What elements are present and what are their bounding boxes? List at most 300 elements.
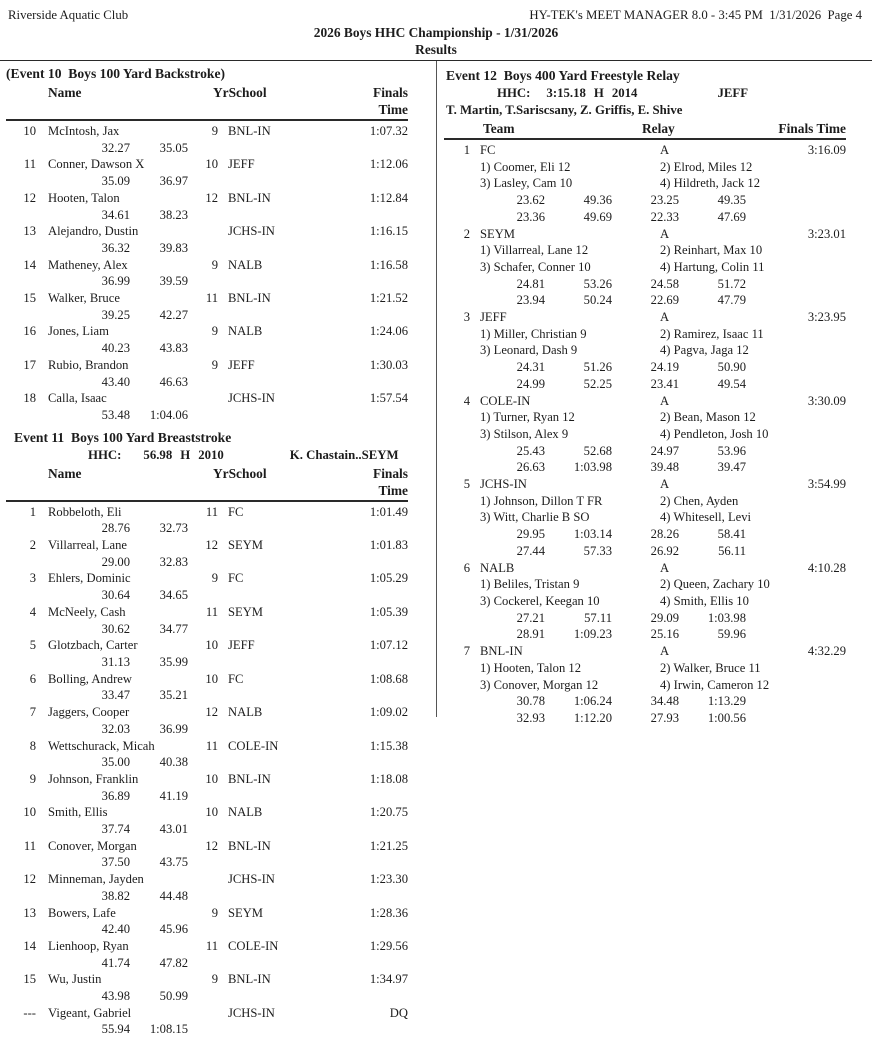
relay-result-row	[444, 226, 846, 310]
split-time: 39.59	[159, 274, 188, 289]
splits-line	[6, 854, 408, 871]
place: 4	[463, 393, 470, 408]
swimmer-name: Conner, Dawson X	[48, 157, 145, 172]
school: NALB	[228, 705, 263, 720]
result-main-line	[6, 156, 408, 173]
split-time: 49.35	[717, 193, 746, 208]
split-time: 30.78	[516, 694, 545, 709]
split-time: 57.33	[583, 543, 612, 558]
split-time: 36.32	[101, 240, 130, 255]
result-main-line	[6, 771, 408, 788]
split-time: 39.47	[717, 460, 746, 475]
place: 8	[29, 738, 36, 753]
place: 12	[23, 872, 36, 887]
finals-time: 1:30.03	[369, 357, 408, 372]
column-header-team: Team	[483, 121, 515, 136]
relay-swimmer: 1) Villarreal, Lane 12	[480, 243, 589, 258]
event-11-title: Event 11 Boys 100 Yard Breaststroke	[14, 429, 232, 445]
split-time: 43.83	[159, 341, 188, 356]
relay-swimmer: 4) Smith, Ellis 10	[660, 593, 749, 608]
finals-time: 1:07.12	[369, 638, 408, 653]
year: 10	[205, 671, 218, 686]
school: NALB	[228, 324, 263, 339]
place: 6	[29, 671, 36, 686]
split-time: 31.13	[101, 654, 130, 669]
year: 9	[211, 124, 218, 138]
place: 9	[29, 771, 36, 786]
place: 2	[463, 226, 470, 241]
place: 18	[23, 391, 36, 406]
relay-splits-line	[444, 443, 846, 460]
split-time: 26.63	[516, 460, 545, 475]
relay-swimmers-line	[444, 593, 846, 610]
splits-line	[6, 340, 408, 357]
relay-swimmers-line	[444, 660, 846, 677]
relay-swimmers-line	[444, 493, 846, 510]
relay-swimmer: 4) Irwin, Cameron 12	[660, 677, 770, 692]
result-row	[6, 1005, 408, 1038]
relay-swimmers-line	[444, 159, 846, 176]
result-main-line	[6, 323, 408, 340]
split-time: 1:06.24	[573, 694, 612, 709]
relay-swimmer: 1) Hooten, Talon 12	[480, 660, 582, 675]
swimmer-name: Lienhoop, Ryan	[48, 938, 129, 953]
finals-time: 1:08.68	[369, 671, 408, 686]
relay-swimmer: 3) Witt, Charlie B SO	[480, 510, 590, 525]
team-name: FC	[480, 143, 496, 157]
finals-time: 1:12.06	[369, 157, 408, 172]
split-time: 35.21	[159, 688, 188, 703]
school: JCHS-IN	[228, 872, 275, 887]
swimmer-name: Wu, Justin	[48, 972, 102, 987]
year: 10	[205, 771, 218, 786]
split-time: 29.95	[516, 527, 545, 542]
relay-swimmer: 4) Hildreth, Jack 12	[660, 176, 761, 191]
swimmer-name: Robbeloth, Eli	[48, 504, 122, 519]
split-time: 28.26	[650, 527, 679, 542]
split-time: 23.25	[650, 193, 679, 208]
splits-line	[6, 721, 408, 738]
event-11-column-headers	[6, 465, 408, 502]
split-time: 41.74	[101, 955, 130, 970]
split-time: 29.00	[101, 554, 130, 569]
finals-time: 1:09.02	[369, 705, 408, 720]
finals-time: 1:23.30	[369, 872, 408, 887]
place: 1	[29, 504, 36, 519]
year: 10	[205, 157, 218, 172]
swimmer-name: McNeely, Cash	[48, 604, 126, 619]
event-12-results	[444, 142, 846, 727]
result-main-line	[6, 671, 408, 688]
split-time: 38.23	[159, 207, 188, 222]
result-row	[6, 257, 408, 290]
split-time: 36.99	[159, 721, 188, 736]
split-time: 36.99	[101, 274, 130, 289]
year: 10	[205, 805, 218, 820]
swimmer-name: Walker, Bruce	[48, 291, 120, 306]
school: JEFF	[228, 157, 255, 172]
result-row	[6, 156, 408, 189]
split-time: 59.96	[717, 627, 746, 642]
relay-splits-line	[444, 192, 846, 209]
result-row	[6, 537, 408, 570]
column-header-yrschool: YrSchool	[213, 85, 267, 100]
split-time: 39.83	[159, 240, 188, 255]
splits-line	[6, 407, 408, 424]
split-time: 47.79	[717, 293, 746, 308]
finals-time: 3:16.09	[807, 143, 846, 157]
record-flag: H	[593, 86, 604, 100]
split-time: 33.47	[101, 688, 130, 703]
split-time: 1:12.20	[573, 710, 612, 725]
split-time: 32.93	[516, 710, 545, 725]
relay-splits-line	[444, 292, 846, 309]
split-time: 49.69	[583, 209, 612, 224]
team-name: JCHS-IN	[480, 477, 527, 492]
relay-splits-line	[444, 710, 846, 727]
right-column	[436, 61, 872, 1038]
split-time: 29.09	[650, 610, 679, 625]
finals-time: 1:20.75	[369, 805, 408, 820]
split-time: 22.33	[650, 209, 679, 224]
record-holder: JEFF	[717, 86, 749, 100]
result-main-line	[6, 537, 408, 554]
finals-time: 1:21.52	[369, 291, 408, 306]
swimmer-name: Jaggers, Cooper	[48, 705, 130, 720]
place: 15	[23, 291, 36, 306]
swimmer-name: Vigeant, Gabriel	[48, 1005, 132, 1020]
result-main-line	[6, 971, 408, 988]
split-time: 36.97	[159, 174, 188, 189]
split-time: 24.99	[516, 376, 545, 391]
split-time: 35.05	[159, 140, 188, 155]
split-time: 39.48	[650, 460, 679, 475]
team-name: BNL-IN	[480, 644, 523, 659]
relay-letter: A	[660, 310, 670, 325]
finals-time: 4:10.28	[807, 560, 846, 575]
results-columns	[0, 61, 872, 1038]
year: 9	[211, 571, 218, 586]
splits-line	[6, 988, 408, 1005]
result-row	[6, 570, 408, 603]
swimmer-name: McIntosh, Jax	[48, 124, 120, 138]
swimmer-name: Conover, Morgan	[48, 838, 137, 853]
result-main-line	[6, 938, 408, 955]
split-time: 28.91	[516, 627, 545, 642]
split-time: 47.69	[717, 209, 746, 224]
school: SEYM	[228, 538, 263, 553]
split-time: 22.69	[650, 293, 679, 308]
finals-time: 1:21.25	[369, 838, 408, 853]
split-time: 51.72	[717, 276, 746, 291]
relay-swimmer: 3) Cockerel, Keegan 10	[480, 593, 600, 608]
result-row	[6, 323, 408, 356]
place: 11	[23, 157, 36, 172]
split-time: 49.36	[583, 193, 612, 208]
result-main-line	[6, 838, 408, 855]
splits-line	[6, 788, 408, 805]
relay-result-row	[444, 393, 846, 477]
team-name: SEYM	[480, 226, 515, 241]
split-time: 35.99	[159, 654, 188, 669]
relay-main-line	[444, 476, 846, 493]
year	[198, 871, 218, 888]
result-main-line	[6, 290, 408, 307]
place: 11	[23, 838, 36, 853]
year: 11	[205, 504, 218, 519]
relay-swimmer: 1) Turner, Ryan 12	[480, 410, 575, 425]
split-time: 40.38	[159, 755, 188, 770]
result-row	[6, 390, 408, 423]
splits-line	[6, 587, 408, 604]
year	[198, 223, 218, 240]
split-time: 1:03.14	[573, 527, 612, 542]
event-10-column-headers	[6, 84, 408, 121]
swimmer-name: Alejandro, Dustin	[48, 224, 139, 239]
record-relay-members: T. Martin, T.Sariscsany, Z. Griffis, E. Shive	[446, 103, 683, 117]
split-time: 1:00.56	[707, 710, 746, 725]
result-main-line	[6, 504, 408, 521]
split-time: 50.99	[159, 989, 188, 1004]
split-time: 55.94	[101, 1022, 130, 1037]
relay-swimmer: 2) Chen, Ayden	[660, 493, 739, 508]
place: 17	[23, 357, 36, 372]
place: 16	[23, 324, 36, 339]
record-year: 2010	[198, 447, 224, 462]
relay-swimmer: 1) Coomer, Eli 12	[480, 159, 571, 174]
relay-result-row	[444, 560, 846, 644]
result-main-line	[6, 257, 408, 274]
split-time: 1:09.23	[573, 627, 612, 642]
year	[198, 390, 218, 407]
relay-splits-line	[444, 526, 846, 543]
split-time: 37.50	[101, 855, 130, 870]
relay-swimmer: 3) Stilson, Alex 9	[480, 426, 569, 441]
result-main-line	[6, 804, 408, 821]
swimmer-name: Villarreal, Lane	[48, 538, 127, 553]
split-time: 30.62	[101, 621, 130, 636]
relay-main-line	[444, 142, 846, 159]
relay-swimmer: 3) Leonard, Dash 9	[480, 343, 578, 358]
relay-result-row	[444, 476, 846, 560]
year: 12	[205, 838, 218, 853]
record-label: HHC:	[497, 86, 531, 100]
relay-swimmer: 3) Conover, Morgan 12	[480, 677, 599, 692]
splits-line	[6, 207, 408, 224]
relay-swimmer: 4) Pendleton, Josh 10	[660, 426, 769, 441]
split-time: 1:03.98	[573, 460, 612, 475]
swimmer-name: Calla, Isaac	[48, 391, 107, 406]
year: 11	[205, 938, 218, 953]
result-main-line	[6, 637, 408, 654]
club-name: Riverside Aquatic Club	[8, 8, 129, 22]
splits-line	[6, 921, 408, 938]
split-time: 32.83	[159, 554, 188, 569]
finals-time: 1:07.32	[369, 124, 408, 138]
split-time: 50.90	[717, 360, 746, 375]
relay-letter: A	[660, 477, 670, 492]
result-row	[6, 804, 408, 837]
finals-time: 1:01.49	[369, 504, 408, 519]
place: 5	[29, 638, 36, 653]
relay-main-line	[444, 643, 846, 660]
school: FC	[228, 504, 244, 519]
swimmer-name: Rubio, Brandon	[48, 357, 129, 372]
place: 14	[23, 938, 36, 953]
split-time: 1:13.29	[707, 694, 746, 709]
split-time: 40.23	[101, 341, 130, 356]
result-row	[6, 838, 408, 871]
year: 10	[205, 638, 218, 653]
swimmer-name: Johnson, Franklin	[48, 771, 139, 786]
finals-time: 1:05.39	[369, 604, 408, 619]
splits-line	[6, 173, 408, 190]
relay-swimmers-line	[444, 326, 846, 343]
column-header-finals-time: Finals Time	[373, 85, 408, 117]
result-main-line	[6, 905, 408, 922]
place: 5	[463, 477, 470, 492]
split-time: 44.48	[159, 888, 188, 903]
result-main-line	[6, 390, 408, 407]
split-time: 23.94	[516, 293, 545, 308]
split-time: 42.40	[101, 922, 130, 937]
split-time: 34.48	[650, 694, 679, 709]
event-12-record-line	[444, 85, 846, 102]
record-time: 56.98	[143, 447, 173, 462]
split-time: 43.40	[101, 374, 130, 389]
split-time: 32.73	[159, 521, 188, 536]
place: 6	[463, 560, 470, 575]
splits-line	[6, 888, 408, 905]
split-time: 36.89	[101, 788, 130, 803]
relay-letter: A	[660, 143, 670, 157]
year: 12	[205, 538, 218, 553]
relay-swimmer: 4) Hartung, Colin 11	[660, 259, 765, 274]
relay-swimmer: 2) Ramirez, Isaac 11	[660, 326, 764, 341]
place: 13	[23, 905, 36, 920]
result-row	[6, 971, 408, 1004]
school: COLE-IN	[228, 738, 279, 753]
finals-time: 1:01.83	[369, 538, 408, 553]
split-time: 27.93	[650, 710, 679, 725]
result-row	[6, 771, 408, 804]
relay-swimmers-line	[444, 342, 846, 359]
finals-time: 4:32.29	[807, 644, 846, 659]
result-main-line	[6, 123, 408, 140]
finals-time: 1:24.06	[369, 324, 408, 339]
splits-line	[6, 654, 408, 671]
place: 7	[463, 644, 470, 659]
splits-line	[6, 307, 408, 324]
event-10-section	[6, 65, 408, 424]
relay-splits-line	[444, 610, 846, 627]
relay-swimmer: 2) Bean, Mason 12	[660, 410, 756, 425]
result-main-line	[6, 604, 408, 621]
split-time: 52.68	[583, 443, 612, 458]
split-time: 34.61	[101, 207, 130, 222]
event-10-results	[6, 123, 408, 424]
relay-main-line	[444, 393, 846, 410]
relay-result-row	[444, 142, 846, 226]
result-row	[6, 357, 408, 390]
relay-swimmers-line	[444, 426, 846, 443]
finals-time: 1:16.15	[369, 224, 408, 239]
place: 15	[23, 972, 36, 987]
school: FC	[228, 671, 244, 686]
swimmer-name: Jones, Liam	[48, 324, 109, 339]
split-time: 24.19	[650, 360, 679, 375]
relay-swimmers-line	[444, 409, 846, 426]
place: 10	[23, 124, 36, 138]
split-time: 25.16	[650, 627, 679, 642]
school: NALB	[228, 257, 263, 272]
record-holder: K. Chastain..SEYM	[289, 447, 399, 462]
year: 9	[211, 257, 218, 272]
result-row	[6, 604, 408, 637]
finals-time: 1:28.36	[369, 905, 408, 920]
left-column	[0, 61, 436, 1038]
swimmer-name: Wettschurack, Micah	[48, 738, 155, 753]
place: 3	[463, 310, 470, 325]
school: BNL-IN	[228, 771, 271, 786]
split-time: 1:08.15	[149, 1022, 188, 1037]
column-header-name: Name	[48, 85, 82, 100]
split-time: 24.31	[516, 360, 545, 375]
year: 11	[205, 291, 218, 306]
relay-splits-line	[444, 626, 846, 643]
result-row	[6, 738, 408, 771]
split-time: 23.62	[516, 193, 545, 208]
column-header-name: Name	[48, 465, 82, 481]
relay-swimmer: 2) Queen, Zachary 10	[660, 577, 770, 592]
result-row	[6, 905, 408, 938]
year	[198, 1005, 218, 1022]
event-11-section	[6, 429, 408, 1038]
result-main-line	[6, 190, 408, 207]
split-time: 43.75	[159, 855, 188, 870]
relay-swimmer: 2) Walker, Bruce 11	[660, 660, 761, 675]
place: 2	[29, 538, 36, 553]
split-time: 41.19	[159, 788, 188, 803]
relay-main-line	[444, 309, 846, 326]
year: 9	[211, 357, 218, 372]
finals-time: 1:05.29	[369, 571, 408, 586]
place: 1	[463, 143, 470, 157]
split-time: 23.41	[650, 376, 679, 391]
result-row	[6, 223, 408, 256]
year: 9	[211, 905, 218, 920]
result-row	[6, 290, 408, 323]
split-time: 45.96	[159, 922, 188, 937]
split-time: 27.44	[516, 543, 545, 558]
splits-line	[6, 687, 408, 704]
relay-swimmer: 2) Reinhart, Max 10	[660, 243, 763, 258]
column-header-finals-time: Finals Time	[778, 121, 846, 136]
result-main-line	[6, 223, 408, 240]
relay-swimmers-line	[444, 175, 846, 192]
event-12-column-headers	[444, 120, 846, 140]
event-11-results	[6, 504, 408, 1038]
split-time: 37.74	[101, 822, 130, 837]
split-time: 38.82	[101, 888, 130, 903]
result-row	[6, 938, 408, 971]
finals-time: 3:23.01	[807, 226, 846, 241]
split-time: 32.27	[101, 140, 130, 155]
team-name: NALB	[480, 560, 515, 575]
relay-main-line	[444, 226, 846, 243]
swimmer-name: Matheney, Alex	[48, 257, 128, 272]
result-row	[6, 871, 408, 904]
